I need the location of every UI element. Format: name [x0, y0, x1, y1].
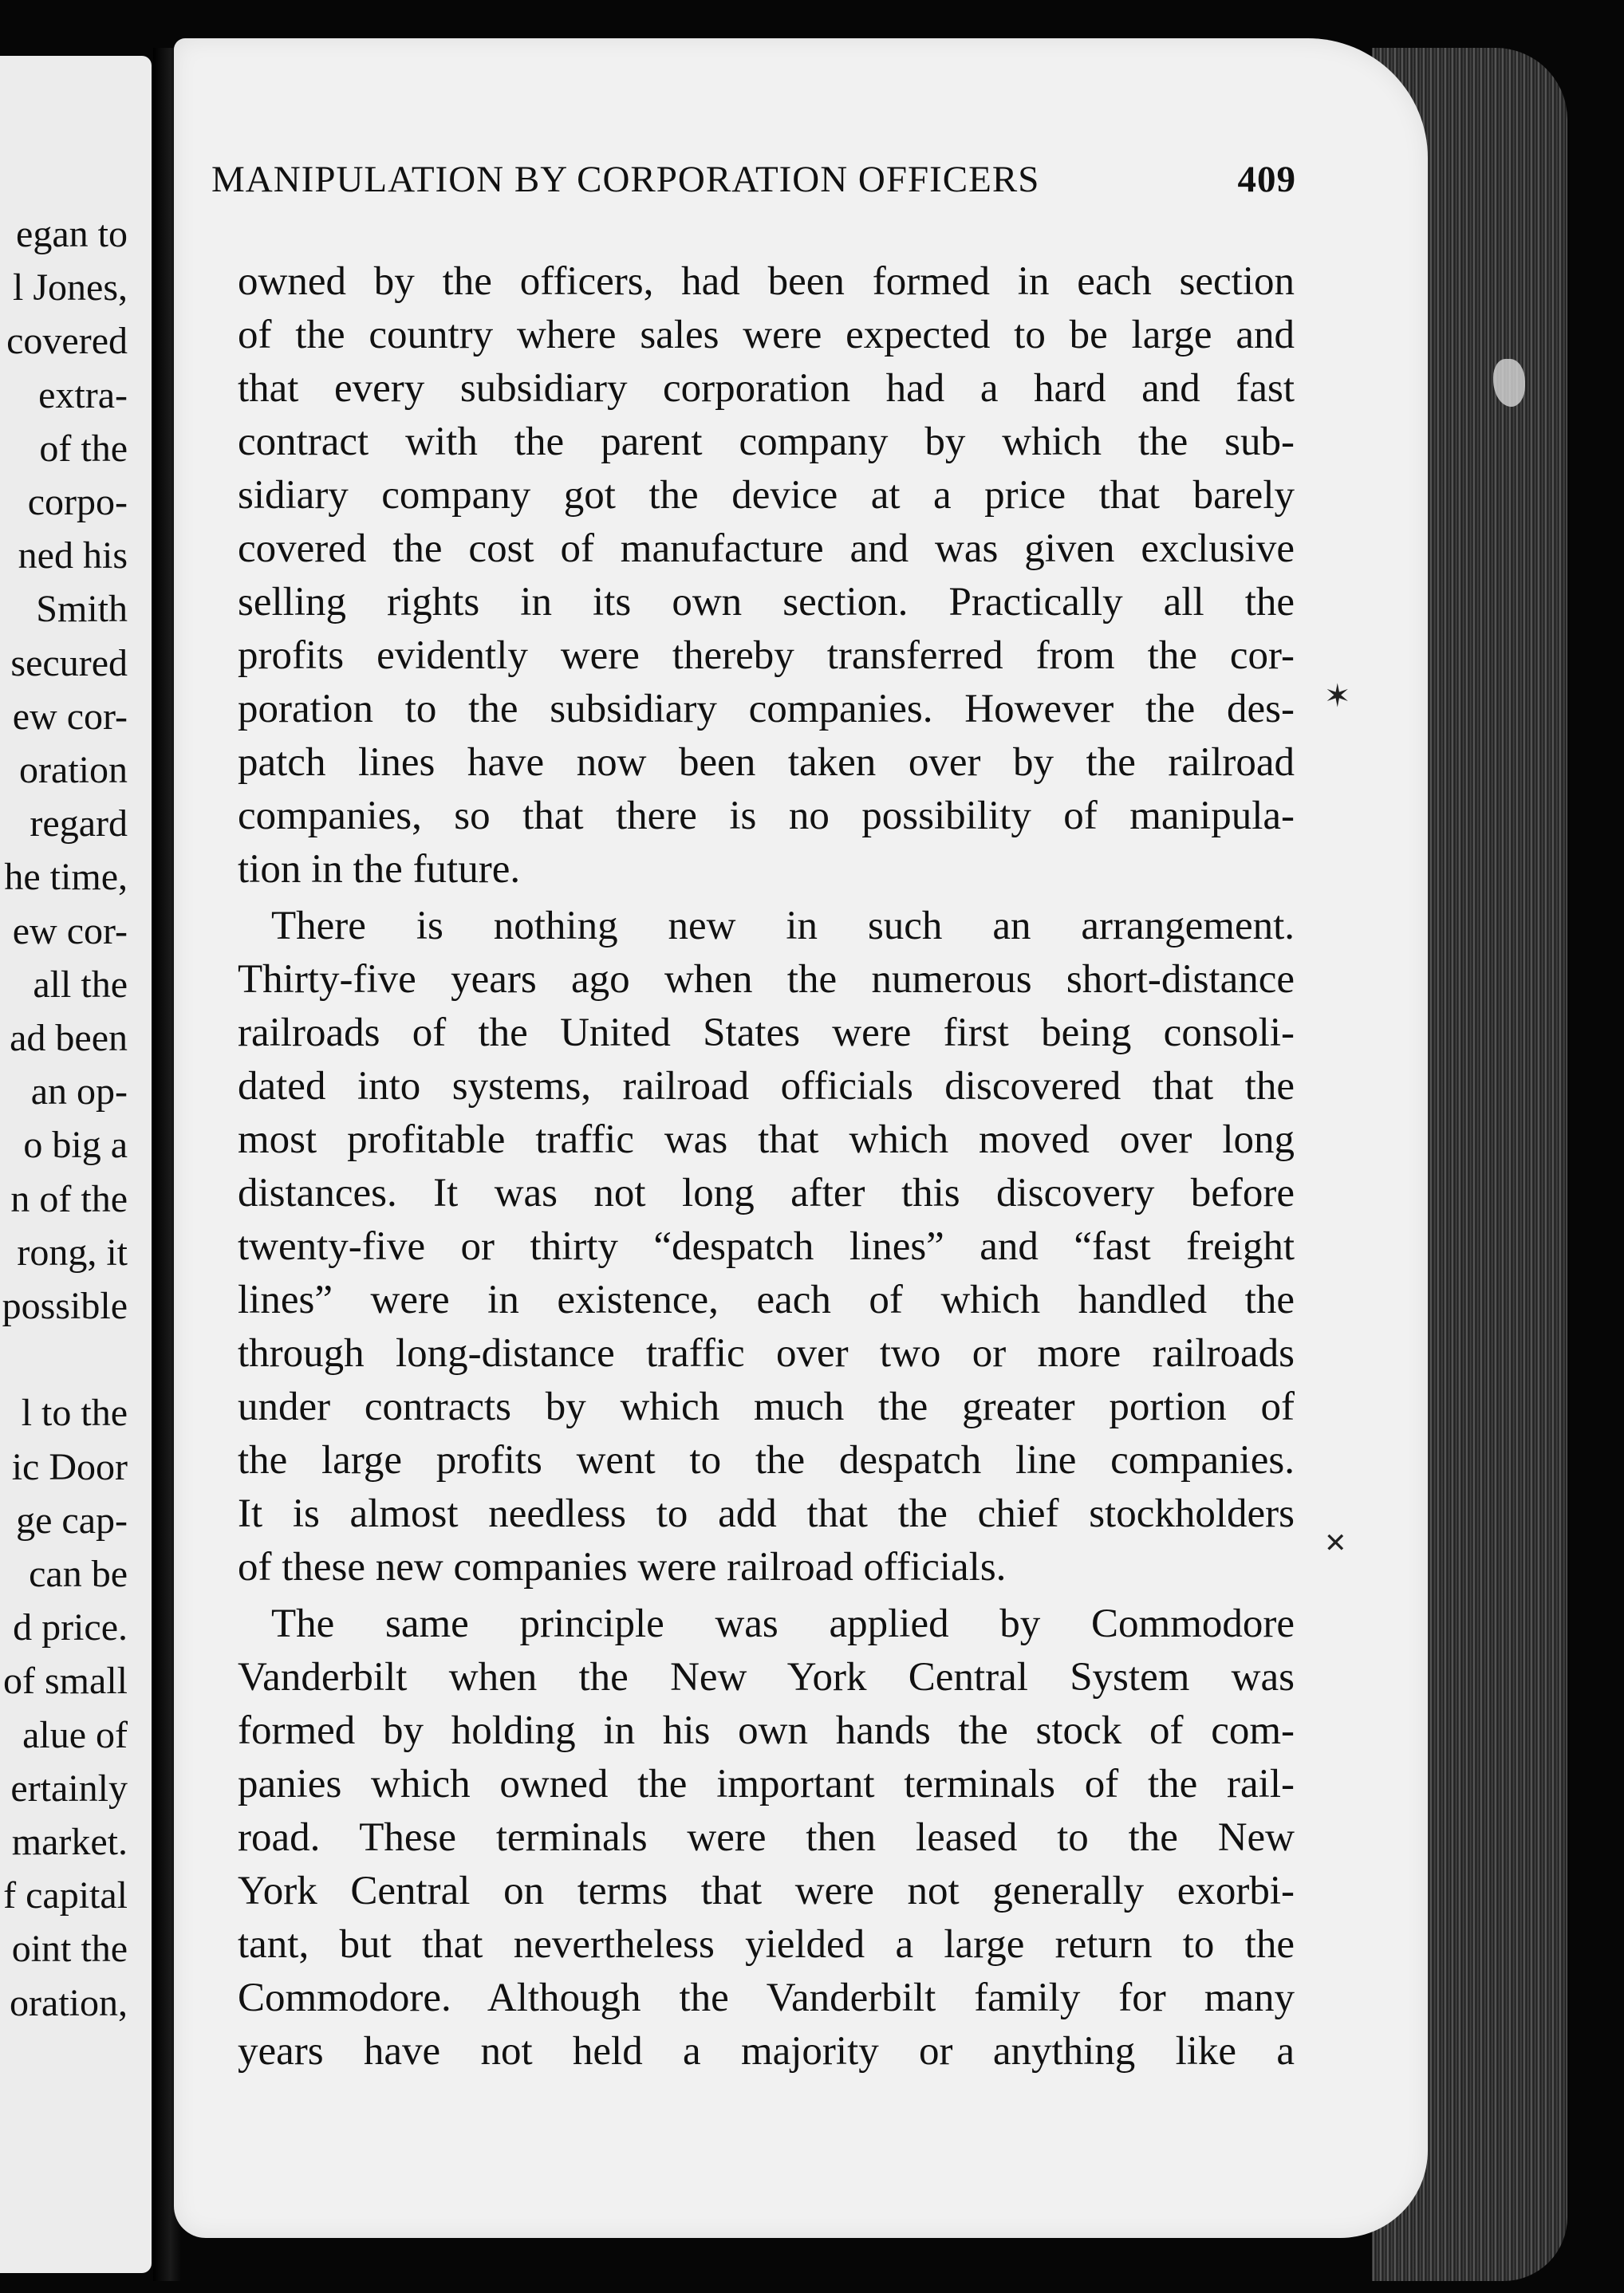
- text-line: There is nothing new in such an arrangement.: [271, 904, 1295, 948]
- text-line: under contracts by which much the greater portion of: [238, 1385, 1295, 1429]
- left-page-line: l Jones,: [13, 266, 128, 309]
- left-page-line: ned his: [18, 534, 128, 577]
- left-page-line: Smith: [36, 588, 128, 631]
- text-line: profits evidently were thereby transferred from the cor-: [238, 633, 1295, 678]
- left-page-line: ic Door: [11, 1445, 128, 1488]
- text-line: road. These terminals were then leased to the New: [238, 1815, 1295, 1860]
- text-line: selling rights in its own section. Practically all the: [238, 580, 1295, 624]
- text-line: contract with the parent company by which the sub-: [238, 420, 1295, 464]
- left-page-line: covered: [6, 320, 128, 363]
- text-line: Vanderbilt when the New York Central System was: [238, 1655, 1295, 1700]
- left-page-line: possible: [2, 1285, 128, 1327]
- left-page-line: ge cap-: [16, 1499, 128, 1542]
- text-line: tion in the future.: [238, 847, 521, 892]
- left-page-line: n of the: [10, 1177, 128, 1220]
- text-line: patch lines have now been taken over by the railroad: [238, 740, 1295, 785]
- left-page-line: alue of: [22, 1713, 128, 1756]
- left-page-line: he time,: [4, 856, 128, 899]
- left-page-line: rong, it: [17, 1231, 128, 1274]
- text-line: of the country where sales were expected to be large and: [238, 313, 1295, 357]
- text-line: through long-distance traffic over two or more railroads: [238, 1331, 1295, 1376]
- text-line: formed by holding in his own hands the stock of com-: [238, 1708, 1295, 1753]
- left-page-line: ew cor-: [12, 695, 128, 738]
- left-page-line: oration: [19, 749, 128, 791]
- text-line: panies which owned the important terminals of the rail-: [238, 1762, 1295, 1806]
- text-line: lines” were in existence, each of which handled the: [238, 1278, 1295, 1322]
- text-line: companies, so that there is no possibility of manipula-: [238, 794, 1295, 838]
- left-page-line: an op-: [30, 1070, 128, 1113]
- left-page-line: ertainly: [10, 1767, 128, 1810]
- left-page-line: oint the: [11, 1928, 128, 1971]
- text-line: tant, but that nevertheless yielded a large return to the: [238, 1922, 1295, 1967]
- text-line: It is almost needless to add that the chief stockholders: [238, 1491, 1295, 1536]
- paragraph: [238, 1598, 1295, 2078]
- text-line: years have not held a majority or anything like a: [238, 2029, 1295, 2074]
- left-page-line: can be: [29, 1553, 128, 1595]
- text-line: dated into systems, railroad officials discovered that the: [238, 1064, 1295, 1109]
- text-line: covered the cost of manufacture and was given exclusive: [238, 526, 1295, 571]
- text-line: distances. It was not long after this discovery before: [238, 1171, 1295, 1215]
- left-page-line: d price.: [13, 1606, 128, 1649]
- text-line: owned by the officers, had been formed in each section: [238, 259, 1295, 304]
- left-page-line: f capital: [3, 1874, 128, 1917]
- text-line: The same principle was applied by Commodore: [271, 1602, 1295, 1646]
- text-line: railroads of the United States were first being consoli-: [238, 1011, 1295, 1055]
- left-page-line: oration,: [10, 1981, 128, 2024]
- left-page-line: l to the: [21, 1392, 128, 1435]
- left-page-line: secured: [10, 641, 128, 684]
- text-line: most profitable traffic was that which moved over long: [238, 1117, 1295, 1162]
- paragraph: [238, 255, 1295, 896]
- left-page-line: o big a: [23, 1124, 128, 1167]
- left-page-line: market.: [11, 1821, 128, 1863]
- text-line: sidiary company got the device at a price that barely: [238, 473, 1295, 518]
- body-text: [238, 255, 1295, 2078]
- text-line: the large profits went to the despatch line companies.: [238, 1438, 1295, 1483]
- margin-mark-asterisk: ✶: [1324, 678, 1351, 715]
- left-page-line: ew cor-: [12, 909, 128, 952]
- left-page-line: egan to: [16, 213, 128, 255]
- text-line: poration to the subsidiary companies. However the des-: [238, 687, 1295, 731]
- text-line: Commodore. Although the Vanderbilt family for many: [238, 1976, 1295, 2020]
- left-page-line: corpo-: [27, 481, 128, 523]
- page-number: 409: [1237, 159, 1296, 200]
- text-line: twenty-five or thirty “despatch lines” and “fast freight: [238, 1224, 1295, 1269]
- text-line: Thirty-five years ago when the numerous short-distance: [238, 957, 1295, 1002]
- previous-page-fragment: [0, 56, 152, 2273]
- left-page-line: regard: [30, 802, 128, 845]
- left-page-line: of small: [3, 1660, 128, 1703]
- left-page-line: of the: [39, 427, 128, 470]
- margin-mark-cross: ✕: [1324, 1527, 1347, 1559]
- text-line: that every subsidiary corporation had a hard and fast: [238, 366, 1295, 411]
- text-line: of these new companies were railroad officials.: [238, 1545, 1007, 1590]
- running-head-title: MANIPULATION BY CORPORATION OFFICERS: [211, 159, 1040, 200]
- text-line: York Central on terms that were not generally exorbi-: [238, 1869, 1295, 1913]
- left-page-line: all the: [33, 963, 128, 1006]
- paragraph: [238, 900, 1295, 1594]
- left-page-line: ad been: [10, 1017, 128, 1059]
- left-page-line: extra-: [38, 373, 128, 416]
